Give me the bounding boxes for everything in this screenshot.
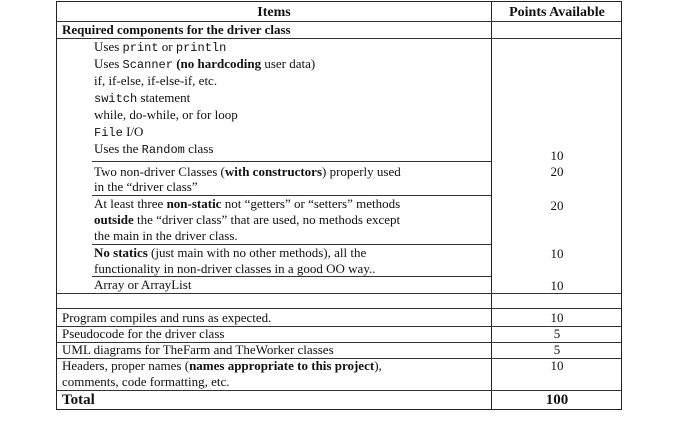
item-fileio: File I/O — [94, 124, 144, 140]
row-divider — [92, 161, 491, 162]
item-classes-line2: in the “driver class” — [94, 179, 198, 194]
item-random: Uses the Random class — [94, 141, 214, 157]
item-pseudocode: Pseudocode for the driver class — [62, 326, 225, 341]
item-classes-line1: Two non-driver Classes (with constructors) properly used — [94, 164, 401, 179]
item-statics-line1: No statics (just main with no other methods), all the — [94, 245, 367, 260]
rubric-table — [56, 1, 622, 410]
points-classes: 20 — [550, 164, 564, 179]
item-if: if, if-else, if-else-if, etc. — [94, 73, 218, 88]
total-points: 100 — [545, 392, 569, 408]
item-methods-line1: At least three non-static not “getters” or “setters” methods — [94, 196, 401, 211]
points-pseudocode: 5 — [553, 326, 561, 341]
header-items: Items — [257, 5, 291, 20]
item-headers-line2: comments, code formatting, etc. — [62, 374, 230, 389]
item-statics-line2: functionality in non-driver classes in a good OO way.. — [94, 261, 376, 276]
points-uml: 5 — [553, 342, 561, 357]
item-methods-line2: outside the “driver class” that are used, no methods except — [94, 212, 401, 227]
item-print: Uses print or println — [94, 39, 227, 55]
item-loops: while, do-while, or for loop — [94, 107, 238, 122]
row-divider — [57, 308, 621, 309]
points-methods: 20 — [550, 198, 564, 213]
points-compiles: 10 — [550, 310, 564, 325]
header-points: Points Available — [509, 5, 605, 20]
total-label: Total — [62, 392, 95, 408]
required-title: Required components for the driver class — [62, 22, 291, 37]
item-uml: UML diagrams for TheFarm and TheWorker classes — [62, 342, 334, 357]
row-divider — [57, 293, 621, 294]
item-headers-line1: Headers, proper names (names appropriate to this project), — [62, 358, 382, 373]
item-switch: switch statement — [94, 90, 191, 106]
item-scanner: Uses Scanner (no hardcoding user data) — [94, 56, 316, 72]
item-methods-line3: the main in the driver class. — [94, 228, 238, 243]
item-arraylist: Array or ArrayList — [94, 277, 192, 292]
points-arraylist: 10 — [550, 278, 564, 293]
points-headers: 10 — [550, 358, 564, 373]
points-required: 10 — [550, 148, 564, 163]
points-statics: 10 — [550, 246, 564, 261]
item-compiles: Program compiles and runs as expected. — [62, 310, 272, 325]
